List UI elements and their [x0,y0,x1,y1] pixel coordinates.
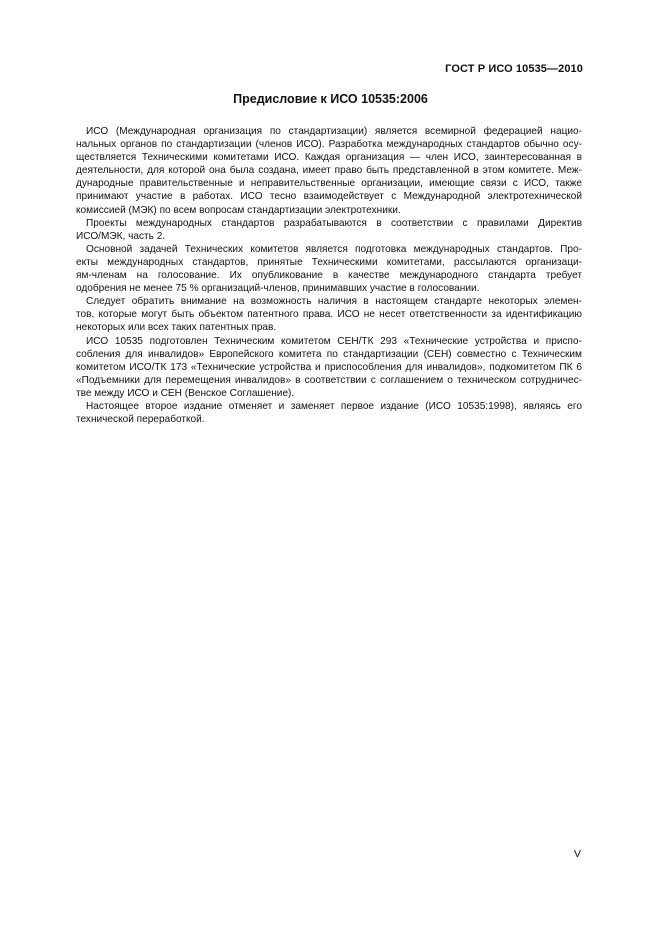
text-line: тве между ИСО и СЕН (Венское Соглашение). [76,387,295,399]
paragraph-2 [76,217,582,243]
text-line: технической переработкой. [76,414,205,426]
text-line: одобрения не менее 75 % организаций-членов, принимавших участие в голосовании. [76,283,480,295]
text-line: Проекты международных стандартов разрабатываются в соответствии с правилами Директив [86,217,582,229]
text-line: Настоящее второе издание отменяет и заменяет первое издание (ИСО 10535:1998), являясь его [86,400,582,412]
page-title: Предисловие к ИСО 10535:2006 [233,92,428,106]
paragraph-3 [76,243,582,295]
text-line: деятельности, для которой она была создана, имеет право быть представленной в этом комитете. Меж- [76,165,582,177]
text-line: комитетом ИСО/ТК 173 «Технические устройства и приспособления для инвалидов», подкомитетом ПК 6 [76,361,582,373]
document-code-header: ГОСТ Р ИСО 10535—2010 [445,63,583,75]
text-line: ям-членам на голосование. Их опубликование в качестве международного стандарта требует [76,270,582,282]
text-line: нальных органов по стандартизации (членов ИСО). Разработка международных стандартов обычно осу- [76,139,582,151]
text-line: некоторых или всех таких патентных прав. [76,322,277,334]
text-line: принимают участие в работах. ИСО тесно взаимодействует с Международной электротехнической [76,191,582,203]
text-line: тов, которые могут быть объектом патентного права. ИСО не несет ответственности за идентификацию [76,309,582,321]
text-line: «Подъемники для перемещения инвалидов» в соответствии с соглашением о техническом сотрудничес- [76,374,582,386]
foreword-body [76,125,582,426]
text-line: дународные правительственные и неправительственные организации, имеющие связи с ИСО, также [76,178,582,190]
text-line: Основной задачей Технических комитетов является подготовка международных стандартов. Про- [86,243,582,255]
text-line: Следует обратить внимание на возможность наличия в настоящем стандарте некоторых элемен- [86,296,582,308]
paragraph-5 [76,335,582,400]
page-number: V [573,848,581,860]
text-line: ществляется Техническими комитетами ИСО. Каждая организация — член ИСО, заинтересованная в [76,152,582,164]
text-line: ИСО (Международная организация по стандартизации) является всемирной федерацией нацио- [86,126,582,137]
paragraph-4 [76,295,582,334]
text-line: собления для инвалидов» Европейского комитета по стандартизации (СЕН) совместно с Техническим [76,348,582,360]
text-line: ИСО/МЭК, часть 2. [76,230,166,242]
paragraph-1 [76,125,582,217]
text-line: комиссией (МЭК) по всем вопросам стандартизации электротехники. [76,204,401,216]
paragraph-6 [76,400,582,426]
text-line: екты международных стандартов, принятые Техническими комитетами, рассылаются организаци- [76,256,582,268]
text-line: ИСО 10535 подготовлен Техническим комитетом СЕН/ТК 293 «Технические устройства и приспо- [86,335,582,347]
